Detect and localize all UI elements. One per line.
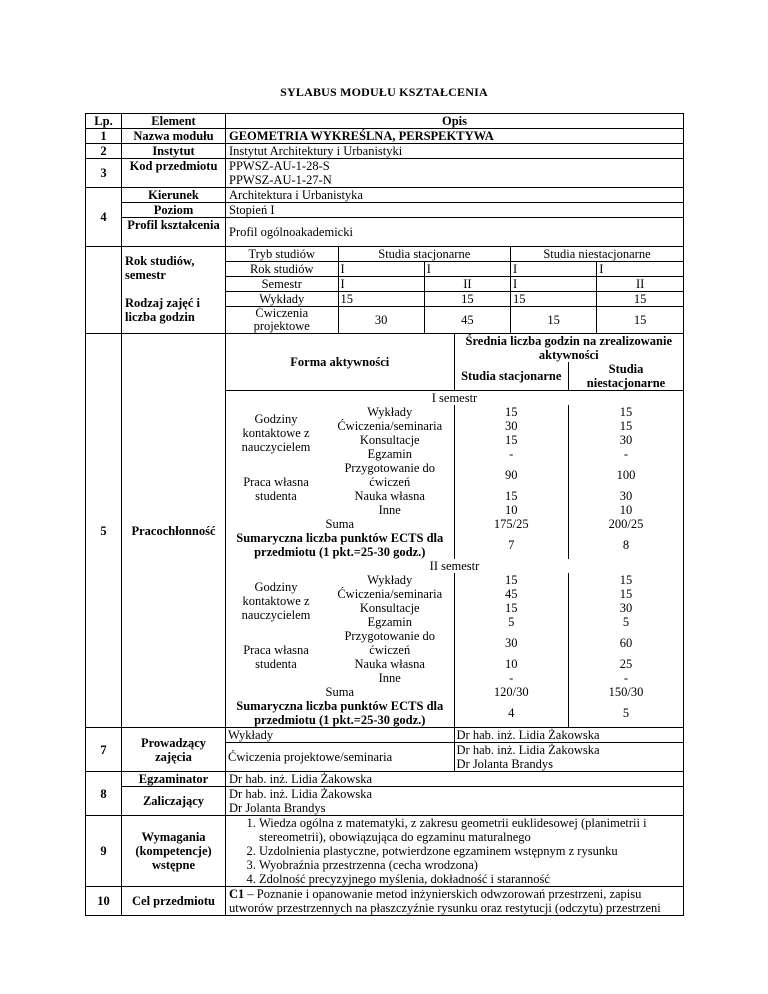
cell: 30 [569,433,684,447]
cell: 15 [454,489,568,503]
cell: 10 [569,503,684,517]
list-item: 2. Uzdolnienia plastyczne, potwierdzone egzaminem wstępnym z rysunku [259,844,680,858]
rodzaj-zajec-label: Rodzaj zajęć i liczba godzin [125,296,200,324]
act-label: Wykłady [367,573,413,587]
code-nonstationary: PPWSZ-AU-1-27-N [229,173,332,187]
element-poziom: Poziom [122,203,226,218]
cell: 30 [454,419,568,433]
table-row [86,887,684,916]
act-label: Przygotowanie do ćwiczeń [344,629,436,657]
examiner-name: Dr hab. inż. Lidia Żakowska [226,772,684,787]
cell: 30 [569,601,684,615]
cell: 30 [569,489,684,503]
srednia-header: Średnia liczba godzin na zrealizowanie aktywności [454,334,683,362]
act-label: Wykłady [367,405,413,419]
act-label: Przygotowanie do ćwiczeń [344,461,436,489]
lp-1: 1 [86,129,122,144]
semester-2-label: II semestr [429,559,480,573]
workload-inner-table [226,334,683,727]
element-instytut: Instytut [122,144,226,159]
act-label: Inne [378,503,401,517]
cell: 15 [597,307,683,334]
cell: 15 [454,601,568,615]
cell: 5 [569,615,684,629]
poziom-value: Stopień I [226,203,684,218]
module-name: GEOMETRIA WYKREŚLNA, PERSPEKTYWA [226,129,684,144]
kontakt-label: Godziny kontaktowe z nauczycielem [241,580,311,622]
instructor-name: Dr hab. inż. Lidia Żakowska [454,743,683,758]
suma-label: Suma [325,517,354,531]
cell: 8 [569,531,684,559]
course-codes [226,159,684,188]
course-goal [226,887,684,916]
table-row [86,247,684,334]
instructors-inner-table [226,728,683,771]
cell: 10 [454,657,568,671]
table-row [86,787,684,816]
niestac-label: Studia niestacjonarne [511,247,684,262]
studies-inner-table [226,247,683,333]
wyklady-label: Wykłady [226,292,338,307]
cell: 90 [454,461,568,489]
goal-text: – Poznanie i opanowanie metod inżynierskich odwzorowań przestrzeni, zapisu utworów przestrzennych na płaszczyźnie rysunku oraz restytucji (odczytu) przestrzeni [229,887,661,915]
tryb-label: Tryb studiów [248,247,316,261]
cell: 15 [424,292,510,307]
stac-header: Studia stacjonarne [454,362,568,391]
element-kod: Kod przedmiotu [122,159,226,188]
cell: 15 [511,292,597,307]
cell: 15 [454,573,568,587]
lp-header: Lp. [86,114,122,129]
cell: 15 [454,405,568,419]
cell: 30 [454,629,568,657]
cell: 4 [454,699,568,727]
semester-1-label: I semestr [431,391,478,405]
cell: I [511,277,597,292]
header-row [86,114,684,129]
act-label: Egzamin [367,615,412,629]
cell: I [338,262,424,277]
table-row [86,816,684,887]
wyklady-type: Wykłady [228,728,274,742]
list-item: 3. Wyobraźnia przestrzenna (cecha wrodzona) [259,858,680,872]
rok-label: Rok studiów [226,262,338,277]
grader-name: Dr Jolanta Brandys [229,801,326,815]
element-rok-rodzaj [122,247,226,334]
code-stationary: PPWSZ-AU-1-28-S [229,159,330,173]
element-prowadzacy: Prowadzący zajęcia [122,728,226,772]
requirements-list [226,816,684,887]
list-item: 4. Zdolność precyzyjnego myślenia, dokładność i staranność [259,872,680,886]
workload-grid [226,334,684,728]
cell: 15 [454,433,568,447]
praca-label: Praca własna studenta [243,475,309,503]
cell: 45 [454,587,568,601]
element-nazwa: Nazwa modułu [122,129,226,144]
lp-7: 7 [86,728,122,772]
table-row [86,159,684,188]
act-label: Nauka własna [354,489,425,503]
cell: 30 [338,307,424,334]
cell: 15 [569,587,684,601]
cell: II [597,277,683,292]
cell: - [454,447,568,461]
cell: 15 [569,573,684,587]
cell: 200/25 [569,517,684,531]
element-egzaminator: Egzaminator [122,772,226,787]
ects-label: Sumaryczna liczba punktów ECTS dla przedmiotu (1 pkt.=25-30 godz.) [236,531,444,559]
act-label: Inne [378,671,401,685]
forma-aktywnosci: Forma aktywności [226,334,454,391]
table-row [86,188,684,203]
cell: I [511,262,597,277]
grader-names [226,787,684,816]
element-kierunek: Kierunek [122,188,226,203]
cell: - [569,671,684,685]
cell: 45 [424,307,510,334]
cell: 150/30 [569,685,684,699]
kontakt-label: Godziny kontaktowe z nauczycielem [241,412,311,454]
act-label: Ćwiczenia/seminaria [337,419,443,433]
table-row [86,728,684,772]
table-row [86,218,684,247]
table-row [86,772,684,787]
instructors-grid [226,728,684,772]
syllabus-table [85,113,684,916]
cell: 175/25 [454,517,568,531]
cell: 15 [511,307,597,334]
cell: - [569,447,684,461]
list-item: 1. Wiedza ogólna z matematyki, z zakresu geometrii euklidesowej (planimetrii i stereometrii), obowiązująca do egzaminu maturalnego [259,816,680,844]
niestac-header: Studia niestacjonarne [569,362,684,391]
lp-9: 9 [86,816,122,887]
institute-value: Instytut Architektury i Urbanistyki [226,144,684,159]
cwiczenia-type: Ćwiczenia projektowe/seminaria [226,743,454,772]
cell: 60 [569,629,684,657]
kierunek-value: Architektura i Urbanistyka [226,188,684,203]
element-cel: Cel przedmiotu [122,887,226,916]
table-row [86,129,684,144]
stac-label: Studia stacjonarne [338,247,511,262]
act-label: Nauka własna [354,657,425,671]
cell: 25 [569,657,684,671]
act-label: Konsultacje [359,433,420,447]
cell: 7 [454,531,568,559]
lp-8: 8 [86,772,122,816]
act-label: Egzamin [367,447,412,461]
table-row [86,144,684,159]
element-zaliczajacy: Zaliczający [122,787,226,816]
lp-3: 3 [86,159,122,188]
cell: 5 [454,615,568,629]
element-profil: Profil kształcenia [122,218,226,247]
element-wymagania: Wymagania (kompetencje) wstępne [122,816,226,887]
lp-10: 10 [86,887,122,916]
element-pracochlonnosc: Pracochłonność [122,334,226,728]
table-row [86,334,684,728]
document-title: SYLABUS MODUŁU KSZTAŁCENIA [280,85,488,99]
cell: 15 [338,292,424,307]
cwiczenia-label: Ćwiczenia projektowe [226,307,338,334]
act-label: Ćwiczenia/seminaria [337,587,443,601]
cell: 10 [454,503,568,517]
semestr-label: Semestr [226,277,338,292]
instructor-name: Dr hab. inż. Lidia Żakowska [454,728,683,743]
cell: I [597,262,683,277]
instructor-name: Dr Jolanta Brandys [454,757,683,771]
praca-label: Praca własna studenta [243,643,309,671]
cell: 15 [569,405,684,419]
cell: 15 [597,292,683,307]
cell: - [454,671,568,685]
rok-semestr-label: Rok studiów, semestr [125,254,195,282]
lp-5: 5 [86,334,122,728]
studies-grid [226,247,684,334]
cell: 120/30 [454,685,568,699]
lp-4: 4 [86,188,122,247]
cell: 100 [569,461,684,489]
lp-2: 2 [86,144,122,159]
cell: 5 [569,699,684,727]
grader-name: Dr hab. inż. Lidia Żakowska [229,787,373,801]
act-label: Konsultacje [359,601,420,615]
ects-label: Sumaryczna liczba punktów ECTS dla przedmiotu (1 pkt.=25-30 godz.) [236,699,444,727]
lp-empty [86,247,122,334]
goal-code: C1 [229,887,245,901]
suma-label: Suma [325,685,354,699]
cell: I [338,277,424,292]
cell: 15 [569,419,684,433]
element-header: Element [122,114,226,129]
opis-header: Opis [226,114,684,129]
cell: II [424,277,510,292]
cell: I [424,262,510,277]
profil-value: Profil ogólnoakademicki [226,218,684,247]
table-row [86,203,684,218]
